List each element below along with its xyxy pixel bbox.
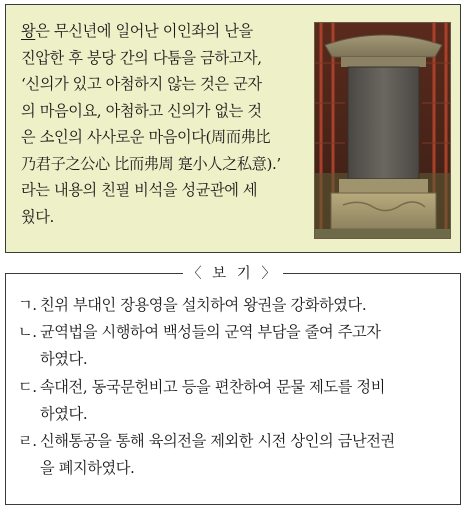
passage-line: 진압한 후 붕당 간의 다툼을 금하고자, bbox=[21, 48, 262, 67]
box-title: 〈 보 기 〉 bbox=[0, 263, 466, 283]
passage-line: 왕은 무신년에 일어난 이인좌의 난을 bbox=[21, 22, 253, 40]
passage-line: ‘신의가 있고 아첨하지 않는 것은 군자 bbox=[21, 75, 262, 93]
choice-rieul bbox=[18, 428, 454, 482]
passage-box bbox=[5, 4, 461, 253]
passage-text bbox=[21, 18, 313, 230]
choice-text: 친위 부대인 장용영을 설치하여 왕권을 강화하였다. bbox=[40, 296, 367, 314]
passage-line: 은 소인의 사사로운 마음이다(周而弗比 bbox=[21, 128, 271, 146]
stele-photo bbox=[314, 22, 451, 239]
passage-line: 乃君子之公心 比而弗周 寔小人之私意).’ bbox=[21, 154, 281, 173]
choice-text: 균역법을 시행하여 백성들의 군역 부담을 줄여 주고자 하였다. bbox=[40, 323, 381, 369]
choices-list bbox=[18, 292, 454, 482]
choice-nieun bbox=[18, 319, 454, 373]
choice-mark: ㄷ. bbox=[18, 377, 37, 396]
choice-giyeok bbox=[18, 292, 454, 319]
passage-line: 라는 내용의 친필 비석을 성균관에 세 bbox=[21, 181, 258, 199]
choice-mark: ㄴ. bbox=[18, 323, 37, 342]
choice-digeut bbox=[18, 374, 454, 428]
choice-mark: ㄱ. bbox=[18, 296, 37, 314]
king-underlined: 왕 bbox=[21, 22, 36, 40]
passage-line: 의 마음이요, 아첨하고 신의가 없는 것 bbox=[21, 101, 262, 120]
passage-line: 웠다. bbox=[21, 207, 54, 226]
choice-text: 속대전, 동국문헌비고 등을 편찬하여 문물 제도를 정비 하였다. bbox=[40, 377, 385, 423]
choice-text: 신해통공을 통해 육의전을 제외한 시전 상인의 금난전권 을 폐지하였다. bbox=[40, 432, 395, 478]
choice-mark: ㄹ. bbox=[18, 432, 37, 451]
